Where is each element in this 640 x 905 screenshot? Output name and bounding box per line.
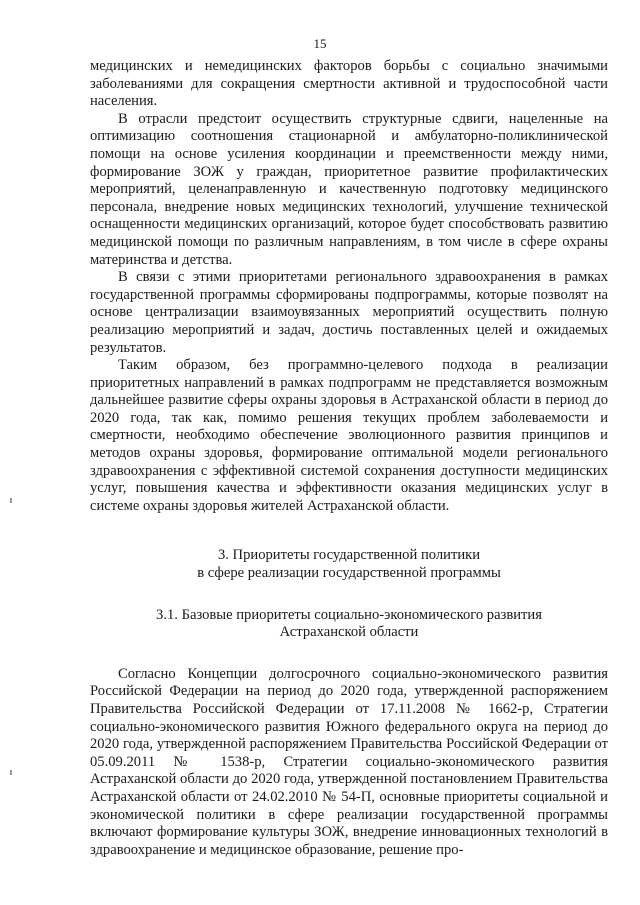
document-body [90,58,608,859]
paragraph-continuation: медицинских и немедицинских факторов борьбы с социально значимыми заболеваниями для сокращения смертности активной и трудоспособной части населения. [90,58,608,110]
paragraph-concept: Согласно Концепции долгосрочного социально-экономического развития Российской Федерации на период до 2020 года, утвержденной распоряжением Правительства Российской Федерации от 17.11.2008 № 1662-р, Стратегии социально-экономического развития Южного федерального округа на период до 2020 года, утвержденной распоряжением Правительства Российской Федерации от 05.09.2011 № 1538-р, Стратегии социально-экономического развития Астраханской области до 2020 года, утвержденной постановлением Правительства Астраханской области от 24.02.2010 № 54-П, основные приоритеты социальной и экономической политики в сфере реализации государственной программы включают формирование культуры ЗОЖ, внедрение инновационных технологий в здравоохранение и медицинское образование, решение про- [90,665,608,858]
subsection-heading [90,607,608,642]
page-number: 15 [313,36,327,51]
section-heading-line1: 3. Приоритеты государственной политики [217,547,481,564]
margin-mark [10,498,12,503]
section-heading [90,547,608,582]
paragraph-conclusion: Таким образом, без программно-целевого подхода в реализации приоритетных направлений в рамках подпрограмм не представляется возможным дальнейшее развитие сферы охраны здоровья в Астраханской области в период до 2020 года, так как, помимо решения текущих проблем заболеваемости и смертности, необходимо обеспечение эволюционного развития принципов и методов охраны здоровья, формирование оптимальной модели регионального здравоохранения с эффективной системой сохранения доступности медицинских услуг, повышения качества и эффективности оказания медицинских услуг в системе охраны здоровья жителей Астраханской области. [90,357,608,514]
paragraph-priorities: В связи с этими приоритетами регионального здравоохранения в рамках государственной программы сформированы подпрограммы, которые позволят на основе централизации взаимоувязанных мероприятий осуществить полную реализацию мероприятий и задач, достичь поставленных целей и ожидаемых результатов. [90,269,608,356]
paragraph-structural-shifts: В отрасли предстоит осуществить структурные сдвиги, нацеленные на оптимизацию соотношения стационарной и амбулаторно-поликлинической помощи на основе усиления координации и преемственности между ними, формирование ЗОЖ у граждан, приоритетное развитие профилактических мероприятий, целенаправленную и качественную подготовку медицинского персонала, внедрение новых медицинских технологий, улучшение технической оснащенности медицинских организаций, которое будет способствовать развитию медицинской помощи по различным направлениям, в том числе в сфере охраны материнства и детства. [90,110,608,268]
subsection-heading-line1: 3.1. Базовые приоритеты социально-экономического развития [156,606,542,623]
margin-mark [10,770,12,775]
section-heading-line2: в сфере реализации государственной программы [197,565,501,582]
subsection-heading-line2: Астраханской области [279,624,419,641]
